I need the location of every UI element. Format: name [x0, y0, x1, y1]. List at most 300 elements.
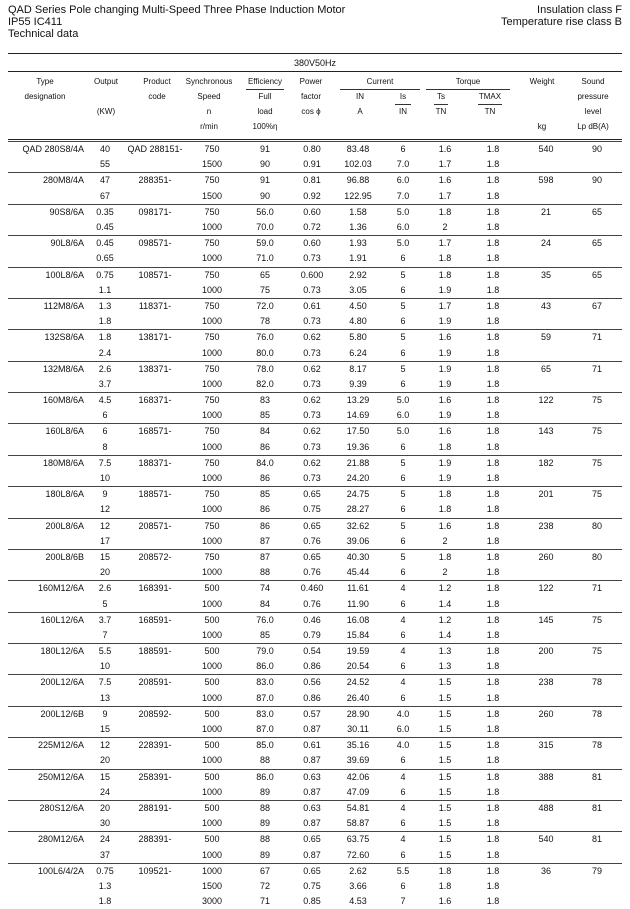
power-factor: 0.87	[290, 785, 334, 801]
current-in: 16.08	[334, 612, 382, 628]
sound-level	[572, 534, 622, 550]
output: 9	[84, 487, 126, 503]
type-designation: 90S8/6A	[8, 204, 84, 220]
type-designation	[8, 534, 84, 550]
weight	[520, 251, 572, 267]
ts-ratio: 1.8	[424, 204, 466, 220]
insulation-class: Insulation class F	[501, 4, 622, 16]
weight: 488	[520, 800, 572, 816]
table-row	[8, 659, 622, 675]
product-code	[126, 596, 184, 612]
is-ratio: 6	[382, 691, 424, 707]
output: 1.8	[84, 330, 126, 346]
is-ratio: 6.0	[382, 220, 424, 236]
tmax-ratio: 1.8	[466, 393, 520, 409]
ts-ratio: 1.5	[424, 785, 466, 801]
weight	[520, 440, 572, 456]
table-row	[8, 440, 622, 456]
weight: 238	[520, 675, 572, 691]
current-in: 1.93	[334, 236, 382, 252]
sound-level: 65	[572, 204, 622, 220]
type-designation	[8, 691, 84, 707]
power-factor: 0.61	[290, 298, 334, 314]
efficiency: 89	[240, 785, 290, 801]
product-code	[126, 847, 184, 863]
current-in: 28.27	[334, 502, 382, 518]
table-row	[8, 424, 622, 440]
power-factor: 0.65	[290, 518, 334, 534]
sound-level	[572, 502, 622, 518]
current-in: 54.81	[334, 800, 382, 816]
product-code	[126, 722, 184, 738]
weight	[520, 471, 572, 487]
output: 0.75	[84, 863, 126, 879]
ts-ratio: 1.9	[424, 314, 466, 330]
is-ratio: 5	[382, 361, 424, 377]
current-in: 21.88	[334, 455, 382, 471]
sound-level	[572, 314, 622, 330]
current-in: 1.58	[334, 204, 382, 220]
tmax-ratio: 1.8	[466, 738, 520, 754]
speed: 1000	[184, 283, 240, 299]
ts-ratio: 2	[424, 565, 466, 581]
tmax-ratio: 1.8	[466, 220, 520, 236]
tmax-ratio: 1.8	[466, 345, 520, 361]
output: 7.5	[84, 675, 126, 691]
table-row	[8, 251, 622, 267]
power-factor: 0.87	[290, 722, 334, 738]
type-designation	[8, 502, 84, 518]
output: 2.4	[84, 345, 126, 361]
weight: 36	[520, 863, 572, 879]
tmax-ratio: 1.8	[466, 816, 520, 832]
is-ratio: 6	[382, 251, 424, 267]
speed: 500	[184, 706, 240, 722]
current-in: 39.06	[334, 534, 382, 550]
current-in: 3.66	[334, 879, 382, 894]
tmax-ratio: 1.8	[466, 596, 520, 612]
tmax-ratio: 1.8	[466, 549, 520, 565]
output: 20	[84, 565, 126, 581]
weight	[520, 283, 572, 299]
ts-ratio: 1.9	[424, 408, 466, 424]
speed: 750	[184, 204, 240, 220]
current-in: 13.29	[334, 393, 382, 409]
is-ratio: 5	[382, 330, 424, 346]
speed: 750	[184, 393, 240, 409]
product-code	[126, 659, 184, 675]
is-ratio: 6	[382, 816, 424, 832]
is-ratio: 5.0	[382, 204, 424, 220]
tmax-ratio: 1.8	[466, 267, 520, 283]
efficiency: 88	[240, 800, 290, 816]
ts-ratio: 1.8	[424, 251, 466, 267]
power-factor: 0.73	[290, 471, 334, 487]
tmax-ratio: 1.8	[466, 659, 520, 675]
is-ratio: 4	[382, 644, 424, 660]
efficiency: 76.0	[240, 612, 290, 628]
efficiency: 75	[240, 283, 290, 299]
type-designation	[8, 879, 84, 894]
output: 0.45	[84, 220, 126, 236]
weight	[520, 785, 572, 801]
table-row	[8, 455, 622, 471]
weight	[520, 345, 572, 361]
is-ratio-bar	[395, 104, 411, 105]
tmax-ratio: 1.8	[466, 408, 520, 424]
table-row	[8, 612, 622, 628]
current-in: 3.05	[334, 283, 382, 299]
tmax-ratio-bar	[478, 104, 502, 105]
efficiency: 88	[240, 565, 290, 581]
ts-ratio: 1.7	[424, 298, 466, 314]
ts-ratio: 1.5	[424, 675, 466, 691]
header-tmax-ratio: TMAX TN	[470, 89, 510, 119]
power-factor: 0.62	[290, 361, 334, 377]
sound-level	[572, 847, 622, 863]
efficiency: 72.0	[240, 298, 290, 314]
type-designation: 180L12/6A	[8, 644, 84, 660]
tmax-ratio: 1.8	[466, 157, 520, 173]
product-code	[126, 753, 184, 769]
output: 6	[84, 424, 126, 440]
efficiency: 65	[240, 267, 290, 283]
output: 10	[84, 659, 126, 675]
type-designation: 280M12/6A	[8, 832, 84, 848]
header-current: Current	[340, 74, 420, 89]
power-factor: 0.73	[290, 377, 334, 393]
product-code: 288351-	[126, 173, 184, 189]
is-ratio: 5	[382, 267, 424, 283]
output: 1.3	[84, 879, 126, 894]
sound-level	[572, 345, 622, 361]
output: 47	[84, 173, 126, 189]
is-ratio: 4	[382, 769, 424, 785]
output: 1.8	[84, 314, 126, 330]
ts-ratio: 1.6	[424, 424, 466, 440]
sound-level: 90	[572, 142, 622, 158]
product-code: 168591-	[126, 612, 184, 628]
current-in: 96.88	[334, 173, 382, 189]
output: 40	[84, 142, 126, 158]
speed: 1000	[184, 659, 240, 675]
power-factor: 0.86	[290, 659, 334, 675]
output: 55	[84, 157, 126, 173]
is-ratio: 6	[382, 142, 424, 158]
weight	[520, 816, 572, 832]
is-ratio: 4	[382, 675, 424, 691]
tmax-ratio: 1.8	[466, 204, 520, 220]
weight	[520, 502, 572, 518]
product-code	[126, 785, 184, 801]
current-in: 24.20	[334, 471, 382, 487]
type-designation: 160M12/6A	[8, 581, 84, 597]
temperature-class: Temperature rise class B	[501, 16, 622, 28]
tmax-ratio: 1.8	[466, 314, 520, 330]
weight: 260	[520, 549, 572, 565]
is-ratio: 5.0	[382, 424, 424, 440]
sound-level	[572, 157, 622, 173]
weight: 238	[520, 518, 572, 534]
sound-level: 81	[572, 832, 622, 848]
tmax-ratio: 1.8	[466, 173, 520, 189]
table-row	[8, 377, 622, 393]
product-code	[126, 408, 184, 424]
is-ratio: 5	[382, 549, 424, 565]
speed: 500	[184, 738, 240, 754]
power-factor: 0.60	[290, 236, 334, 252]
tmax-ratio: 1.8	[466, 863, 520, 879]
ts-ratio: 1.5	[424, 800, 466, 816]
product-code	[126, 345, 184, 361]
table-row	[8, 408, 622, 424]
product-code: 288391-	[126, 832, 184, 848]
header-power-factor: Power factor cos ϕ	[290, 74, 332, 119]
product-code	[126, 377, 184, 393]
product-code	[126, 565, 184, 581]
speed: 1000	[184, 471, 240, 487]
efficiency: 84	[240, 424, 290, 440]
sound-level: 75	[572, 393, 622, 409]
product-code: 228391-	[126, 738, 184, 754]
tmax-ratio: 1.8	[466, 455, 520, 471]
power-factor: 0.57	[290, 706, 334, 722]
type-designation: 132S8/6A	[8, 330, 84, 346]
ts-ratio: 1.5	[424, 691, 466, 707]
sound-level	[572, 785, 622, 801]
speed: 750	[184, 424, 240, 440]
tmax-ratio: 1.8	[466, 706, 520, 722]
power-factor: 0.65	[290, 487, 334, 503]
header-torque: Torque	[426, 74, 510, 89]
ts-ratio: 1.7	[424, 236, 466, 252]
efficiency: 87.0	[240, 722, 290, 738]
ts-ratio: 1.5	[424, 816, 466, 832]
table-row	[8, 314, 622, 330]
is-ratio: 5	[382, 518, 424, 534]
efficiency: 74	[240, 581, 290, 597]
output: 15	[84, 769, 126, 785]
tmax-ratio: 1.8	[466, 377, 520, 393]
ts-ratio: 1.9	[424, 377, 466, 393]
weight	[520, 534, 572, 550]
ts-ratio: 1.9	[424, 455, 466, 471]
output: 5	[84, 596, 126, 612]
product-code	[126, 157, 184, 173]
header-in: IN A	[340, 89, 380, 119]
ts-ratio: 1.4	[424, 596, 466, 612]
speed: 500	[184, 800, 240, 816]
type-designation	[8, 377, 84, 393]
header-is-ratio: Is IN	[388, 89, 418, 119]
current-in: 1.91	[334, 251, 382, 267]
efficiency: 83	[240, 393, 290, 409]
speed: 3000	[184, 894, 240, 909]
efficiency: 86.0	[240, 659, 290, 675]
type-designation: 132M8/6A	[8, 361, 84, 377]
type-designation	[8, 894, 84, 909]
current-in: 2.92	[334, 267, 382, 283]
table-row	[8, 549, 622, 565]
speed: 1000	[184, 847, 240, 863]
output: 0.35	[84, 204, 126, 220]
ts-ratio: 2	[424, 220, 466, 236]
is-ratio: 6.0	[382, 722, 424, 738]
ts-ratio: 1.8	[424, 549, 466, 565]
output: 1.1	[84, 283, 126, 299]
ts-ratio: 1.9	[424, 471, 466, 487]
table-row	[8, 142, 622, 158]
efficiency: 56.0	[240, 204, 290, 220]
header-output: Output (KW)	[84, 74, 128, 119]
is-ratio: 6	[382, 785, 424, 801]
tmax-ratio: 1.8	[466, 785, 520, 801]
voltage-rule	[8, 71, 622, 72]
sound-level: 80	[572, 549, 622, 565]
table-row	[8, 487, 622, 503]
tmax-ratio: 1.8	[466, 565, 520, 581]
current-in: 2.62	[334, 863, 382, 879]
speed: 1000	[184, 502, 240, 518]
sound-level	[572, 189, 622, 205]
is-ratio: 6	[382, 596, 424, 612]
type-designation: 200L12/6B	[8, 706, 84, 722]
current-in: 40.30	[334, 549, 382, 565]
type-designation	[8, 816, 84, 832]
speed: 1000	[184, 722, 240, 738]
table-row	[8, 832, 622, 848]
sound-level	[572, 596, 622, 612]
is-ratio: 7	[382, 894, 424, 909]
weight: 35	[520, 267, 572, 283]
efficiency: 84.0	[240, 455, 290, 471]
header-efficiency: Efficiency Full load 100%η	[242, 74, 288, 134]
output: 24	[84, 832, 126, 848]
output: 4.5	[84, 393, 126, 409]
sound-level	[572, 440, 622, 456]
efficiency: 88	[240, 832, 290, 848]
sound-level: 78	[572, 675, 622, 691]
table-row	[8, 894, 622, 909]
current-in: 30.11	[334, 722, 382, 738]
speed: 1000	[184, 314, 240, 330]
power-factor: 0.92	[290, 189, 334, 205]
top-rule	[8, 53, 622, 54]
tmax-ratio: 1.8	[466, 283, 520, 299]
efficiency: 88	[240, 753, 290, 769]
is-ratio: 6	[382, 753, 424, 769]
ts-ratio: 2	[424, 534, 466, 550]
weight	[520, 377, 572, 393]
ts-ratio: 1.9	[424, 283, 466, 299]
ts-ratio: 1.5	[424, 832, 466, 848]
efficiency: 78	[240, 314, 290, 330]
output: 37	[84, 847, 126, 863]
current-in: 11.61	[334, 581, 382, 597]
output: 7	[84, 628, 126, 644]
current-in: 20.54	[334, 659, 382, 675]
tmax-ratio: 1.8	[466, 518, 520, 534]
power-factor: 0.65	[290, 863, 334, 879]
is-ratio: 4	[382, 581, 424, 597]
ts-ratio: 1.8	[424, 863, 466, 879]
type-designation: 200L12/6A	[8, 675, 84, 691]
power-factor: 0.73	[290, 440, 334, 456]
class-info	[501, 4, 622, 28]
weight	[520, 314, 572, 330]
weight	[520, 753, 572, 769]
output: 3.7	[84, 377, 126, 393]
efficiency: 86	[240, 440, 290, 456]
table-row	[8, 785, 622, 801]
current-in: 4.80	[334, 314, 382, 330]
type-designation	[8, 283, 84, 299]
tmax-ratio: 1.8	[466, 769, 520, 785]
type-designation	[8, 722, 84, 738]
current-in: 102.03	[334, 157, 382, 173]
power-factor: 0.46	[290, 612, 334, 628]
sound-level	[572, 565, 622, 581]
weight: 182	[520, 455, 572, 471]
speed: 750	[184, 142, 240, 158]
document-subtitle: Technical data	[8, 28, 345, 40]
product-code: 109521-	[126, 863, 184, 879]
tmax-ratio: 1.8	[466, 251, 520, 267]
type-designation	[8, 596, 84, 612]
sound-level: 81	[572, 769, 622, 785]
output: 12	[84, 518, 126, 534]
speed: 750	[184, 236, 240, 252]
ts-ratio: 1.8	[424, 487, 466, 503]
speed: 750	[184, 267, 240, 283]
power-factor: 0.54	[290, 644, 334, 660]
weight	[520, 879, 572, 894]
power-factor: 0.63	[290, 800, 334, 816]
efficiency: 59.0	[240, 236, 290, 252]
current-in: 1.36	[334, 220, 382, 236]
document-header	[8, 4, 345, 40]
output: 15	[84, 549, 126, 565]
table-row	[8, 267, 622, 283]
table-row	[8, 879, 622, 894]
type-designation: 200L8/6A	[8, 518, 84, 534]
is-ratio: 5	[382, 455, 424, 471]
power-factor: 0.91	[290, 157, 334, 173]
table-row	[8, 863, 622, 879]
output: 3.7	[84, 612, 126, 628]
speed: 1000	[184, 565, 240, 581]
ts-ratio: 1.6	[424, 142, 466, 158]
efficiency: 90	[240, 157, 290, 173]
type-designation	[8, 440, 84, 456]
tmax-ratio: 1.8	[466, 894, 520, 909]
current-in: 19.36	[334, 440, 382, 456]
ts-ratio: 1.3	[424, 659, 466, 675]
tmax-ratio: 1.8	[466, 847, 520, 863]
efficiency: 71.0	[240, 251, 290, 267]
product-code	[126, 894, 184, 909]
output: 2.6	[84, 581, 126, 597]
speed: 500	[184, 644, 240, 660]
tmax-ratio: 1.8	[466, 753, 520, 769]
sound-level	[572, 753, 622, 769]
header-weight: Weight kg	[520, 74, 564, 134]
efficiency: 79.0	[240, 644, 290, 660]
sound-level: 78	[572, 738, 622, 754]
ts-ratio: 1.8	[424, 879, 466, 894]
sound-level	[572, 894, 622, 909]
weight	[520, 659, 572, 675]
